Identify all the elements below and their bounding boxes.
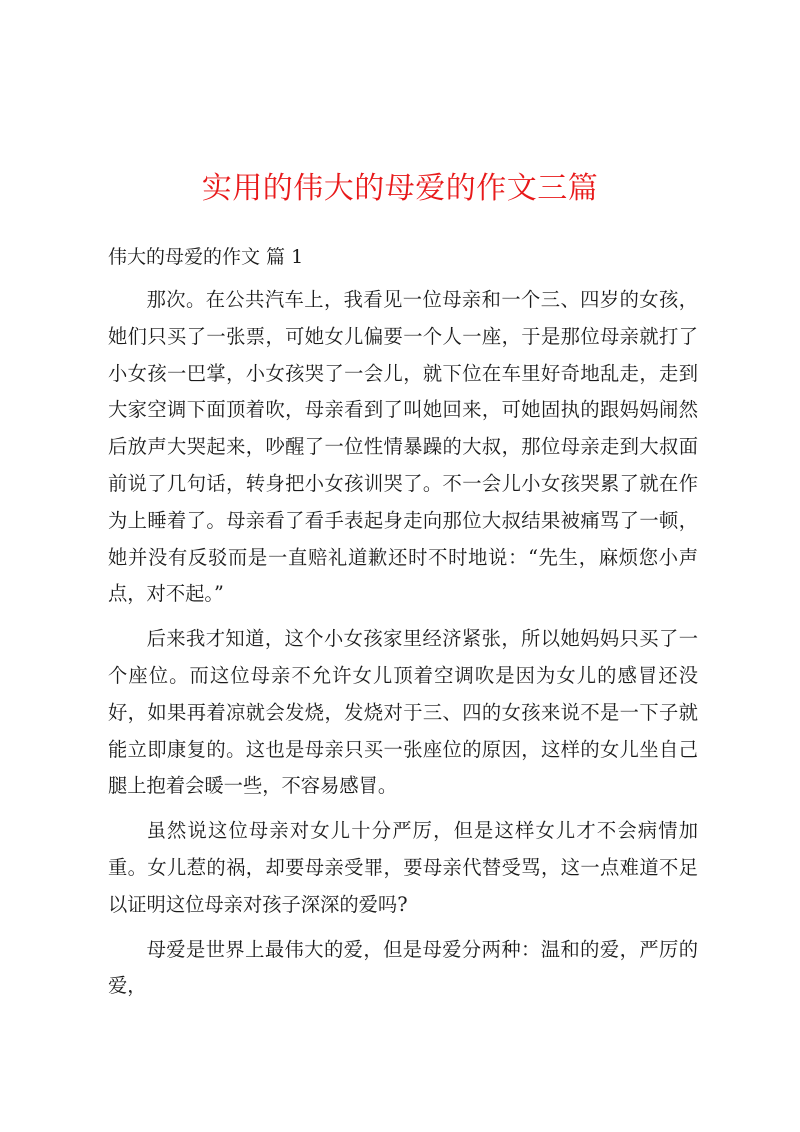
paragraph-4: 母爱是世界上最伟大的爱，但是母爱分两种：温和的爱，严厉的爱， (108, 937, 698, 998)
paragraph-2: 后来我才知道，这个小女孩家里经济紧张，所以她妈妈只买了一个座位。而这位母亲不允许女儿顶着空调吹是因为女儿的感冒还没好，如果再着凉就会发烧，发烧对于三、四的女孩来说不是一下子就能立即康复的。这也是母亲只买一张座位的原因，这样的女儿坐自己腿上抱着会暖一些，不容易感冒。 (108, 627, 698, 798)
section-heading: 伟大的母爱的作文 篇 1 (108, 246, 304, 268)
paragraph-1: 那次。在公共汽车上，我看见一位母亲和一个三、四岁的女孩，她们只买了一张票，可她女儿偏要一个人一座，于是那位母亲就打了小女孩一巴掌，小女孩哭了一会儿，就下位在车里好奇地乱走，走到大家空调下面顶着吹，母亲看到了叫她回来，可她固执的跟妈妈闹然后放声大哭起来，吵醒了一位性情暴躁的大叔，那位母亲走到大叔面前说了几句话，转身把小女孩训哭了。不一会儿小女孩哭累了就在作为上睡着了。母亲看了看手表起身走向那位大叔结果被痛骂了一顿，她并没有反驳而是一直赔礼道歉还时不时地说：“先生，麻烦您小声点，对不起。” (108, 288, 698, 606)
paragraph-3: 虽然说这位母亲对女儿十分严厉，但是这样女儿才不会病情加重。女儿惹的祸，却要母亲受罪，要母亲代替受骂，这一点难道不足以证明这位母亲对孩子深深的爱吗? (108, 819, 698, 916)
document-title: 实用的伟大的母爱的作文三篇 (201, 171, 599, 206)
article-body (108, 282, 698, 1013)
